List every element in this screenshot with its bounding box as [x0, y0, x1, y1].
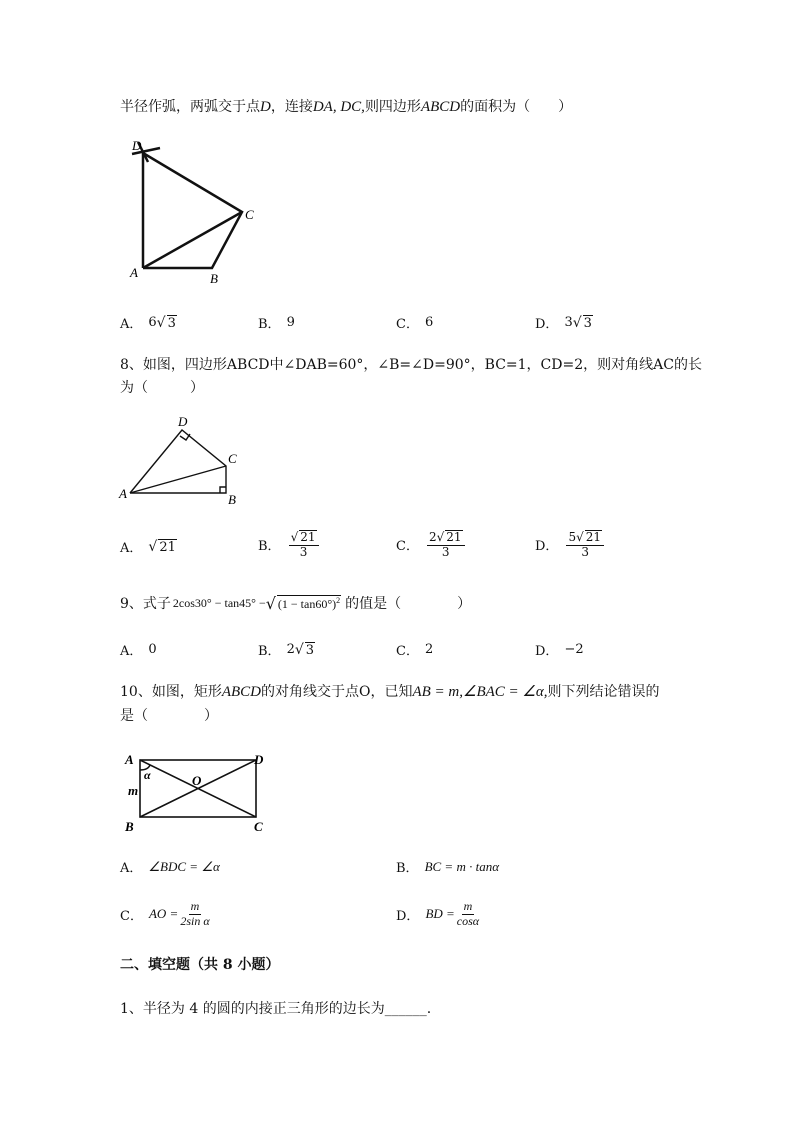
q9-option-b[interactable]: B． 2 √ 3	[258, 641, 315, 659]
q10-option-b[interactable]: B． BC = m · tanα	[396, 858, 500, 876]
q9-option-c[interactable]: C． 2	[396, 642, 434, 659]
q8-figure	[118, 410, 248, 510]
q7-figure	[120, 130, 270, 290]
q10-stem-line2: 是（ ）	[120, 708, 218, 724]
q7-stem: 半径作弧，两弧交于点D，连接DA, DC,则四边形ABCD的面积为（ ）	[120, 99, 573, 115]
q10-label-a: A	[125, 752, 134, 767]
q7-label-d: D	[132, 138, 142, 153]
q8-stem-line1: 8、如图，四边形ABCD中∠DAB=60°，∠B=∠D=90°，BC=1，CD=2，则对角线AC的长	[120, 357, 702, 373]
q7-option-c[interactable]: C． 6	[396, 315, 434, 332]
q9-stem: 9、式子 2cos30° − tan45° − √ $(1 - \tan 60^\circ)^2$ 的值是（ ）	[120, 593, 472, 613]
q7-label-a: A	[130, 265, 138, 280]
q10-label-c: C	[254, 819, 263, 834]
q8-label-a: A	[119, 486, 127, 501]
q8-option-c[interactable]: C． $\frac{2√ 21}{3}$	[396, 530, 467, 560]
q7-option-a[interactable]: A． 6 √ 3	[120, 314, 176, 332]
q7-option-d[interactable]: D． 3 √ 3	[535, 314, 592, 332]
q8-label-d: D	[178, 414, 188, 429]
q8-label-c: C	[228, 451, 237, 466]
q8-stem-line2: 为（ ）	[120, 380, 204, 396]
q8-option-d[interactable]: D． $\frac{5√ 21}{3}$	[535, 530, 606, 560]
q10-label-d: D	[254, 752, 264, 767]
q7-label-c: C	[245, 207, 254, 222]
q10-figure	[118, 748, 278, 838]
q7-option-b[interactable]: B． 9	[258, 315, 295, 332]
q10-stem-line1: 10、如图，矩形ABCD的对角线交于点O，已知AB = m,∠BAC = ∠α,则下列结论错误的	[120, 684, 660, 700]
q10-label-b: B	[125, 819, 134, 834]
q9-option-a[interactable]: A． 0	[120, 642, 157, 659]
q10-label-alpha: α	[144, 768, 151, 782]
q8-option-a[interactable]: A． √ 21	[120, 538, 176, 556]
q10-option-c[interactable]: C． AO = $\frac{m}{\text{2sin α}}$	[120, 899, 210, 928]
q10-label-o: O	[192, 773, 202, 788]
q10-option-a[interactable]: A． ∠BDC = ∠α	[120, 858, 220, 876]
section-title: 二、填空题（共 8 小题）	[120, 957, 280, 973]
q8-label-b: B	[228, 492, 236, 507]
q10-option-d[interactable]: D． BD = $\frac{m}{\cos\alpha}$	[396, 899, 480, 928]
q9-option-d[interactable]: D． −2	[535, 642, 584, 659]
q8-option-b[interactable]: B． $\frac{√ 21}{3}$	[258, 530, 321, 560]
q10-label-m: m	[128, 783, 139, 798]
fill-question-1: 1、半径为 4 的圆的内接正三角形的边长为______.	[120, 1001, 432, 1017]
q7-label-b: B	[210, 271, 218, 286]
